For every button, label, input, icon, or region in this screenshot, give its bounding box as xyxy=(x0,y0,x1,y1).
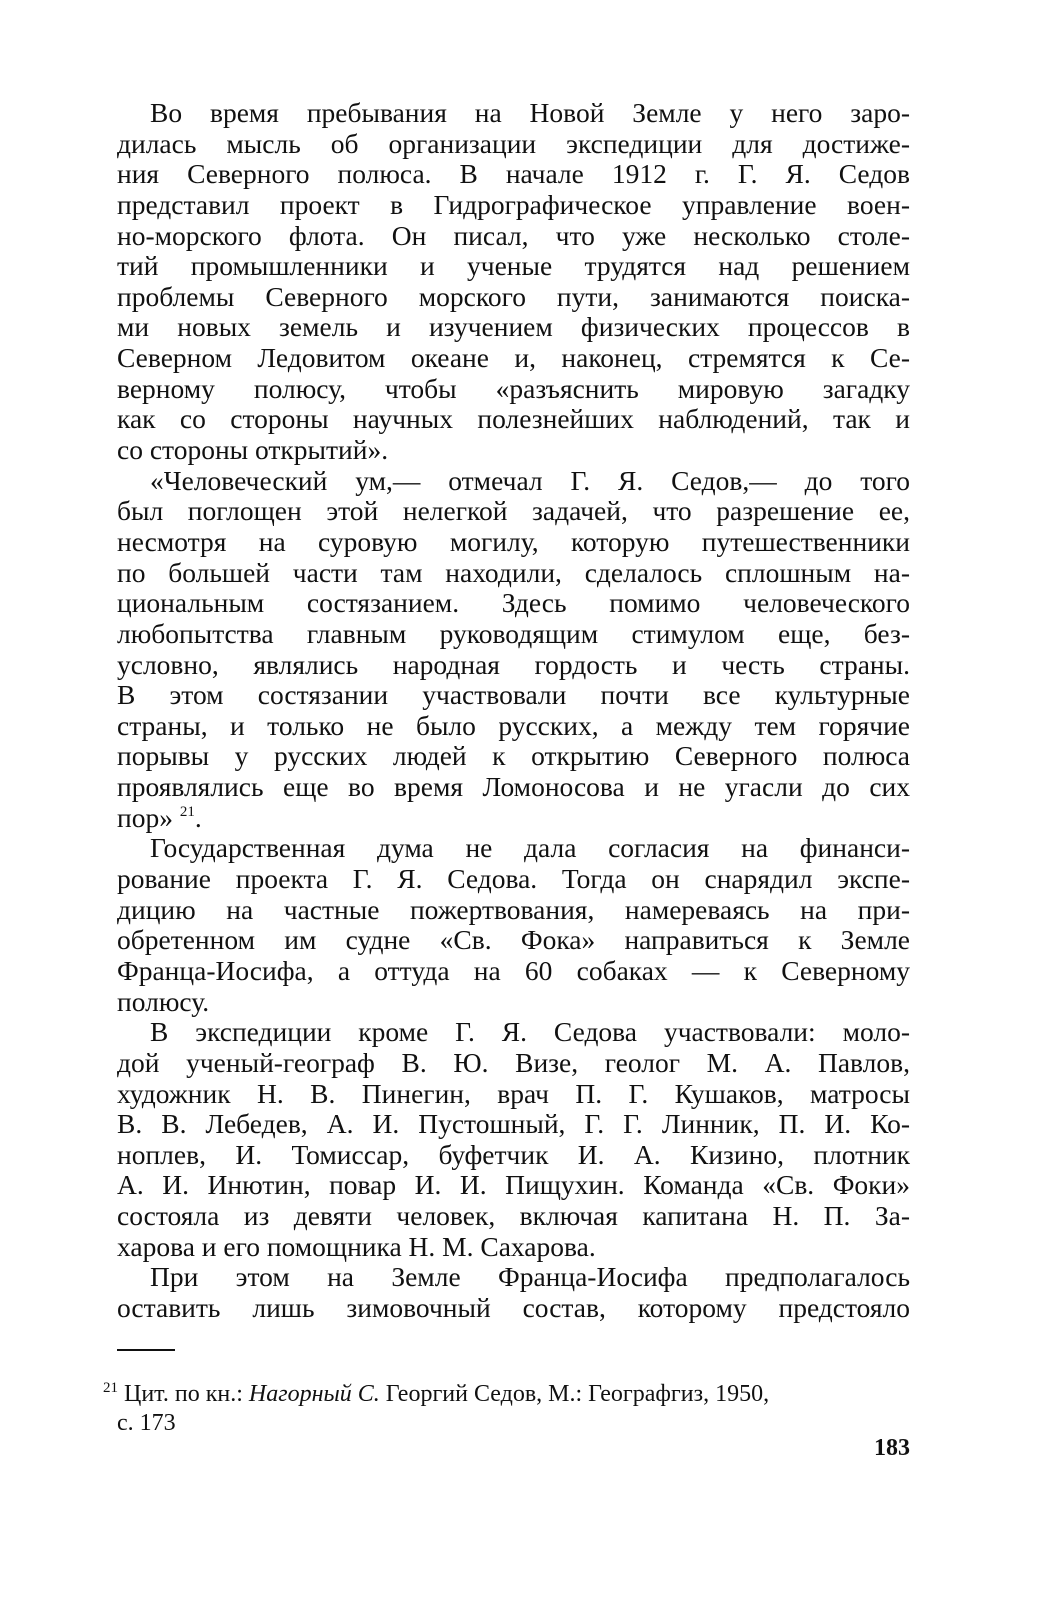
footnote-author: Нагорный С. xyxy=(248,1381,380,1407)
footnote-source: Георгий Седов, М.: Географгиз, 1950, xyxy=(379,1381,770,1407)
text-line: В этом состязании участвовали почти все культурные xyxy=(117,679,910,711)
text-line: Франца-Иосифа, а оттуда на 60 собаках — к Северному xyxy=(117,954,910,986)
text-line: условно, являлись народная гордость и честь страны. xyxy=(117,648,910,680)
text-line: любопытства главным руководящим стимулом еще, без- xyxy=(117,617,910,649)
text-line: Во время пребывания на Новой Земле у него заро- xyxy=(150,97,910,128)
text-line: В. В. Лебедев, А. И. Пустошный, Г. Г. Линник, П. И. Ко- xyxy=(117,1108,910,1140)
text-line: как со стороны научных полезнейших наблюдений, так и xyxy=(117,403,910,435)
text-line: дой ученый-географ В. Ю. Визе, геолог М. А. Павлов, xyxy=(117,1046,910,1078)
page-number: 183 xyxy=(874,1435,910,1461)
text-line: художник Н. В. Пинегин, врач П. Г. Кушаков, матросы xyxy=(117,1077,910,1109)
text-line: оставить лишь зимовочный состав, которому предстояло xyxy=(117,1291,910,1323)
text-line: А. И. Инютин, повар И. И. Пищухин. Команда «Св. Фоки» xyxy=(117,1169,910,1201)
text-line: но-морского флота. Он писал, что уже несколько столе- xyxy=(117,219,910,251)
footnote-number: 21 xyxy=(103,1380,118,1396)
text-line: дицию на частные пожертвования, намереваясь на при- xyxy=(117,893,910,925)
text-line: тий промышленники и ученые трудятся над решением xyxy=(117,250,910,282)
text-line-with-footnote-ref xyxy=(117,803,910,834)
text-fragment: . xyxy=(194,801,202,833)
text-line: циональным состязанием. Здесь помимо человеческого xyxy=(117,587,910,619)
text-line: «Человеческий ум,— отмечал Г. Я. Седов,— до того xyxy=(150,464,910,496)
text-line: В экспедиции кроме Г. Я. Седова участвовали: моло- xyxy=(150,1016,910,1048)
main-text xyxy=(117,98,910,1324)
footnote-line: с. 173 xyxy=(117,1410,176,1436)
text-line: со стороны открытий». xyxy=(117,434,389,466)
text-line: был поглощен этой нелегкой задачей, что разрешение ее, xyxy=(117,495,910,527)
text-line: ноплев, И. Томиссар, буфетчик И. А. Кизино, плотник xyxy=(117,1138,910,1170)
text-line: проблемы Северного морского пути, занимаются поиска- xyxy=(117,280,910,312)
text-line: При этом на Земле Франца-Иосифа предполагалось xyxy=(150,1261,910,1293)
text-line: несмотря на суровую могилу, которую путешественники xyxy=(117,525,910,557)
text-line: ния Северного полюса. В начале 1912 г. Г. Я. Седов xyxy=(117,158,910,190)
footnote-line xyxy=(103,1374,910,1409)
footnote-reference[interactable]: 21 xyxy=(179,803,195,820)
footnote-prefix: Цит. по кн.: xyxy=(124,1381,249,1407)
text-line: проявлялись еще во время Ломоносова и не угасли до сих xyxy=(117,771,910,803)
text-line: страны, и только не было русских, а между тем горячие xyxy=(117,709,910,741)
text-line: полюсу. xyxy=(117,985,210,1017)
text-line: состояла из девяти человек, включая капитана Н. П. За- xyxy=(117,1200,910,1232)
text-line: по большей части там находили, сделалось сплошным на- xyxy=(117,556,910,588)
text-line: представил проект в Гидрографическое управление воен- xyxy=(117,188,910,220)
footnote xyxy=(103,1374,910,1438)
text-line: обретенном им судне «Св. Фока» направиться к Земле xyxy=(117,924,910,956)
text-line: верному полюсу, чтобы «разъяснить мировую загадку xyxy=(117,372,910,404)
text-line: Северном Ледовитом океане и, наконец, стремятся к Се- xyxy=(117,342,910,374)
text-line: дилась мысль об организации экспедиции для достиже- xyxy=(117,127,910,159)
text-line: ми новых земель и изучением физических процессов в xyxy=(117,311,910,343)
text-line: харова и его помощника Н. М. Сахарова. xyxy=(117,1230,596,1262)
text-line: порывы у русских людей к открытию Северного полюса xyxy=(117,740,910,772)
text-line: рование проекта Г. Я. Седова. Тогда он снарядил экспе- xyxy=(117,863,910,895)
text-line: Государственная дума не дала согласия на финанси- xyxy=(150,832,910,864)
text-fragment: пор» xyxy=(117,801,173,833)
footnote-divider xyxy=(117,1349,175,1351)
